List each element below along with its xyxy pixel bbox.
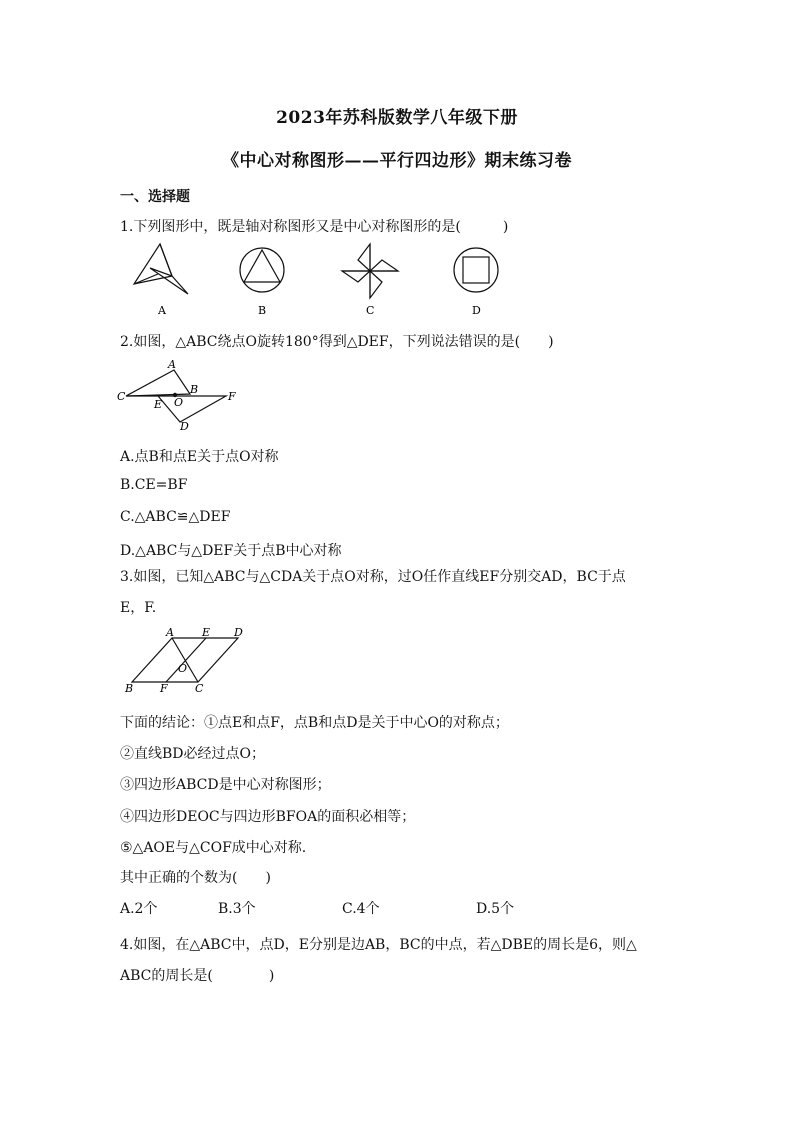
figure-label-a: A <box>158 304 166 317</box>
question-3-statement-3: ③四边形ABCD是中心对称图形； <box>120 777 331 793</box>
question-3-statement-5: ⑤△AOE与△COF成中心对称. <box>120 840 307 856</box>
question-3-statement-2: ②直线BD必经过点O； <box>120 746 265 762</box>
exam-subtitle: 《中心对称图形——平行四边形》期末练习卷 <box>222 151 572 171</box>
question-3-figure <box>120 626 255 696</box>
q2-label-c: C <box>117 390 126 403</box>
question-3-intro: 下面的结论：①点E和点F，点B和点D是关于中心O的对称点； <box>120 715 509 731</box>
question-2-figure <box>116 356 246 432</box>
q3-label-d: D <box>234 626 243 639</box>
figure-label-d: D <box>472 304 481 317</box>
question-2-option-d: D.△ABC与△DEF关于点B中心对称 <box>120 543 342 559</box>
question-3-prompt: 其中正确的个数为( ) <box>120 870 271 886</box>
section-heading: 一、选择题 <box>120 189 190 205</box>
q3-label-e: E <box>202 626 211 639</box>
figure-option-c <box>342 244 398 298</box>
q2-label-e: E <box>154 398 163 411</box>
q3-label-o: O <box>178 662 188 675</box>
question-1-stem: 1.下列图形中，既是轴对称图形又是中心对称图形的是( ) <box>120 219 509 235</box>
question-3-stem-line2: E，F. <box>120 600 157 616</box>
q2-label-b: B <box>190 383 199 396</box>
question-2-option-c: C.△ABC≌△DEF <box>120 509 231 525</box>
figure-option-a <box>134 244 188 294</box>
question-3-option-c: C.4个 <box>342 901 380 917</box>
question-1-figures <box>120 238 540 320</box>
q2-label-f: F <box>228 390 236 403</box>
figure-label-c: C <box>366 304 375 317</box>
question-2-option-b: B.CE=BF <box>120 477 188 493</box>
q3-label-b: B <box>125 682 134 695</box>
q2-label-d: D <box>180 420 189 432</box>
q2-label-o: O <box>174 396 184 409</box>
question-2-option-a: A.点B和点E关于点O对称 <box>120 449 279 465</box>
exam-title: 2023年苏科版数学八年级下册 <box>276 108 518 128</box>
figure-option-d <box>454 248 498 292</box>
question-2-stem: 2.如图，△ABC绕点O旋转180°得到△DEF，下列说法错误的是( ) <box>120 334 554 350</box>
figure-option-b <box>240 248 284 292</box>
question-4-stem-line1: 4.如图，在△ABC中，点D，E分别是边AB，BC的中点，若△DBE的周长是6，则△ <box>120 937 637 953</box>
figure-label-b: B <box>258 304 267 317</box>
question-3-statement-4: ④四边形DEOC与四边形BFOA的面积必相等； <box>120 809 416 825</box>
question-3-option-a: A.2个 <box>120 901 158 917</box>
question-3-stem-line1: 3.如图，已知△ABC与△CDA关于点O对称，过O任作直线EF分别交AD，BC于点 <box>120 569 626 585</box>
question-4-stem-line2: ABC的周长是( ) <box>120 968 275 984</box>
q3-label-f: F <box>160 682 168 695</box>
q3-label-c: C <box>195 682 204 695</box>
q3-label-a: A <box>166 626 174 639</box>
question-3-option-b: B.3个 <box>218 901 256 917</box>
q2-label-a: A <box>168 358 176 371</box>
question-3-option-d: D.5个 <box>476 901 515 917</box>
